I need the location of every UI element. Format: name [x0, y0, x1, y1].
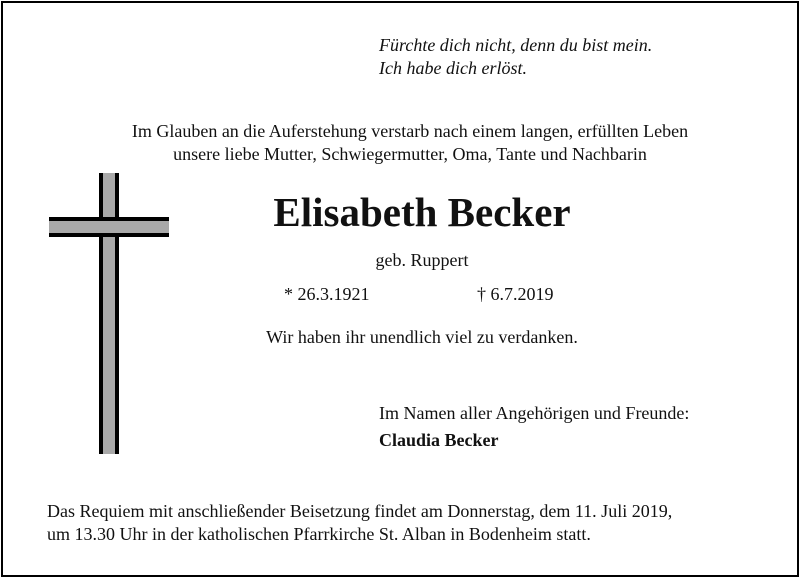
service-line-2: um 13.30 Uhr in der katholischen Pfarrkirche St. Alban in Bodenheim statt.: [47, 524, 591, 544]
service-details: [47, 500, 672, 546]
signature-block: [379, 400, 689, 454]
signature-line: Im Namen aller Angehörigen und Freunde:: [379, 403, 690, 423]
intro-text: [60, 120, 760, 166]
thanks-line: Wir haben ihr unendlich viel zu verdanken.: [266, 327, 578, 347]
birth-date: * 26.3.1921: [284, 284, 370, 304]
service-line-1: Das Requiem mit anschließender Beisetzung findet am Donnerstag, dem 11. Juli 2019,: [47, 501, 673, 521]
death-date: † 6.7.2019: [477, 284, 554, 304]
signer-name: Claudia Becker: [379, 430, 499, 450]
intro-line-1: Im Glauben an die Auferstehung verstarb nach einem langen, erfüllten Leben: [131, 121, 689, 141]
deceased-name: Elisabeth Becker: [273, 189, 571, 235]
maiden-name: geb. Ruppert: [375, 250, 469, 270]
bible-quote: [379, 34, 652, 80]
quote-line-1: Fürchte dich nicht, denn du bist mein.: [379, 35, 653, 55]
intro-line-2: unsere liebe Mutter, Schwiegermutter, Oma, Tante und Nachbarin: [173, 144, 647, 164]
quote-line-2: Ich habe dich erlöst.: [379, 58, 527, 78]
